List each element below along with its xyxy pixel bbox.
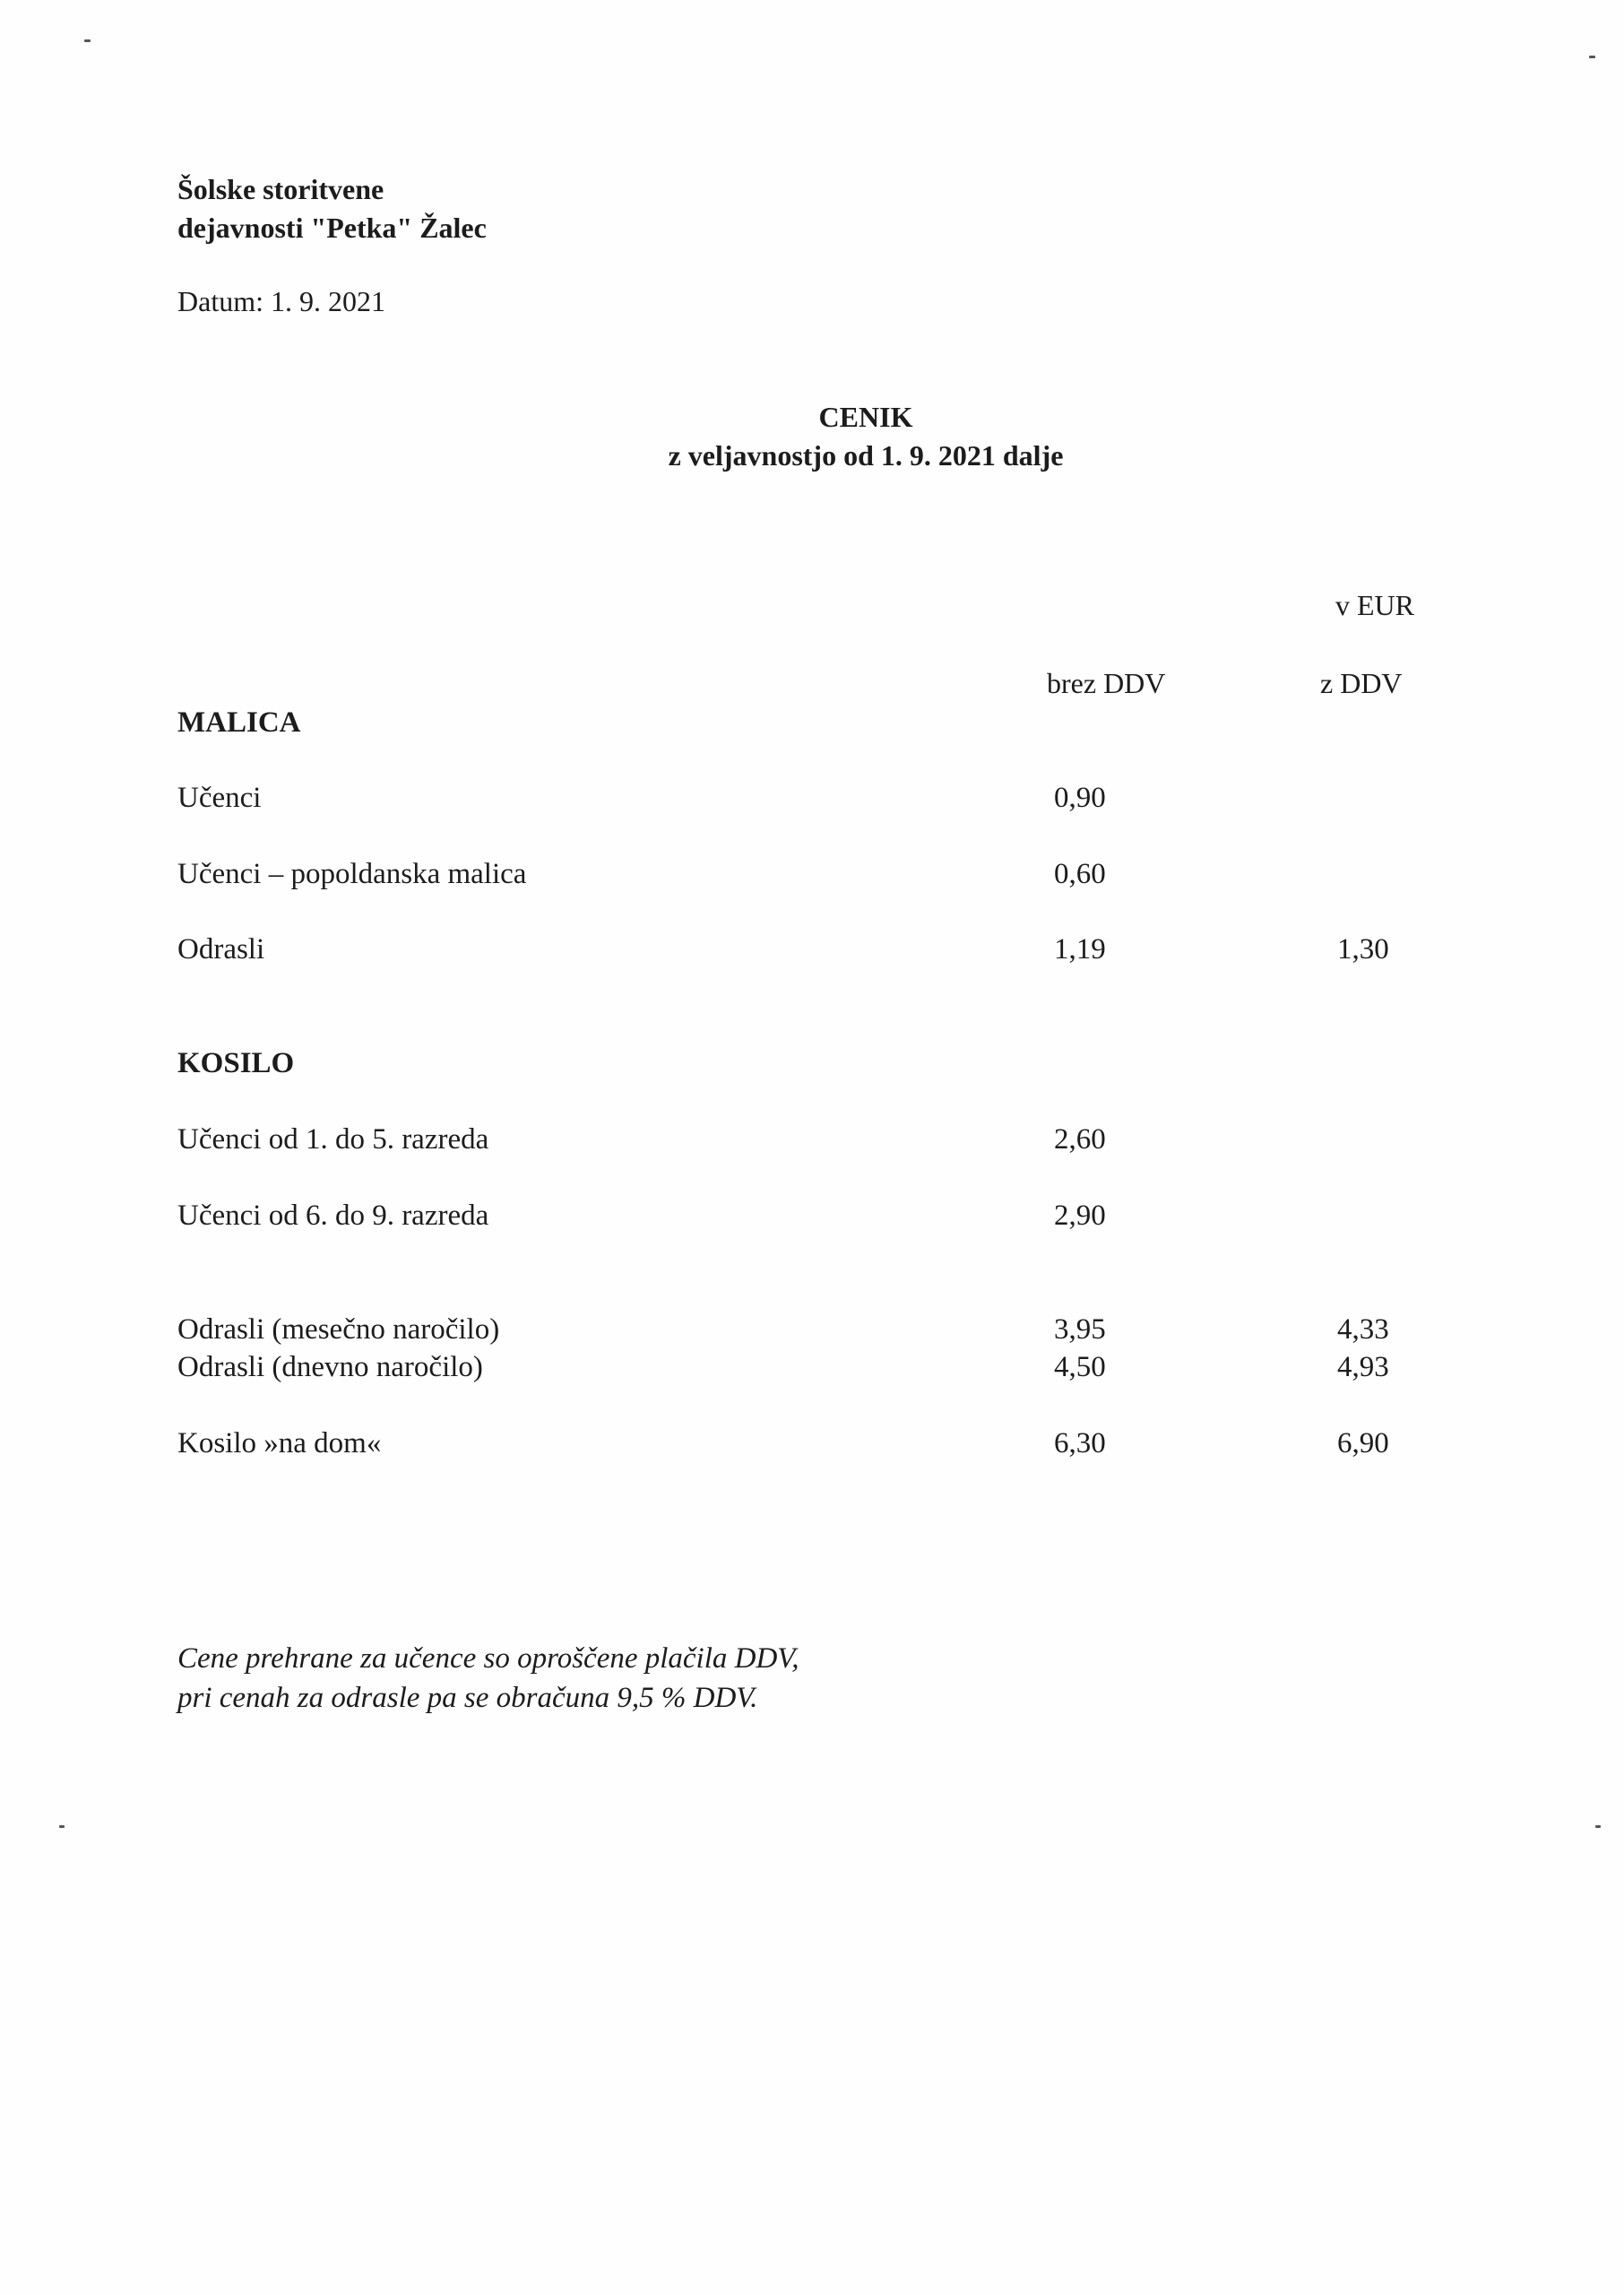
price-with-vat: 1,30 (1337, 933, 1389, 966)
price-with-vat: 4,33 (1337, 1313, 1389, 1346)
price-without-vat: 2,90 (1054, 1199, 1106, 1232)
price-without-vat: 1,19 (1054, 933, 1106, 966)
price-with-vat: 6,90 (1337, 1427, 1389, 1459)
issuer-name (177, 170, 487, 247)
price-without-vat: 0,90 (1054, 782, 1106, 814)
price-row (0, 1351, 1624, 1390)
row-label: Učenci od 1. do 5. razreda (177, 1123, 489, 1156)
issuer-line-1: Šolske storitvene (177, 173, 384, 205)
price-without-vat: 2,60 (1054, 1123, 1106, 1156)
section-heading-malica: MALICA (177, 706, 301, 739)
price-row (0, 1123, 1624, 1163)
vat-note-line-2: pri cenah za odrasle pa se obračuna 9,5 % DDV. (177, 1682, 758, 1714)
price-without-vat: 4,50 (1054, 1351, 1106, 1383)
price-without-vat: 0,60 (1054, 858, 1106, 890)
document-title: CENIK (818, 401, 913, 433)
currency-label: v EUR (1335, 589, 1414, 621)
price-row (0, 1199, 1624, 1239)
scan-speck (1595, 1825, 1601, 1828)
issuer-line-2: dejavnosti "Petka" Žalec (177, 212, 487, 244)
vat-note-line-1: Cene prehrane za učence so oproščene plačila DDV, (177, 1642, 799, 1675)
price-without-vat: 6,30 (1054, 1427, 1106, 1459)
price-with-vat: 4,93 (1337, 1351, 1389, 1383)
row-label: Odrasli (dnevno naročilo) (177, 1351, 483, 1383)
row-label: Odrasli (177, 933, 265, 966)
price-row (0, 858, 1624, 897)
document-subtitle: z veljavnostjo od 1. 9. 2021 dalje (668, 439, 1064, 472)
row-label: Učenci – popoldanska malica (177, 858, 527, 890)
row-label: Učenci od 6. do 9. razreda (177, 1199, 489, 1232)
scan-speck (59, 1825, 65, 1828)
row-label: Učenci (177, 782, 262, 814)
section-heading-kosilo: KOSILO (177, 1047, 295, 1079)
column-header-with-vat: z DDV (1320, 667, 1403, 699)
price-row (0, 782, 1624, 821)
price-without-vat: 3,95 (1054, 1313, 1106, 1346)
price-row (0, 1427, 1624, 1467)
price-row (0, 1313, 1624, 1353)
scan-speck (1589, 56, 1595, 58)
document-date: Datum: 1. 9. 2021 (177, 285, 385, 317)
vat-note (177, 1639, 799, 1718)
row-label: Kosilo »na dom« (177, 1427, 382, 1459)
column-header-without-vat: brez DDV (1047, 667, 1166, 699)
scan-speck (84, 39, 91, 42)
row-label: Odrasli (mesečno naročilo) (177, 1313, 500, 1346)
price-row (0, 933, 1624, 973)
